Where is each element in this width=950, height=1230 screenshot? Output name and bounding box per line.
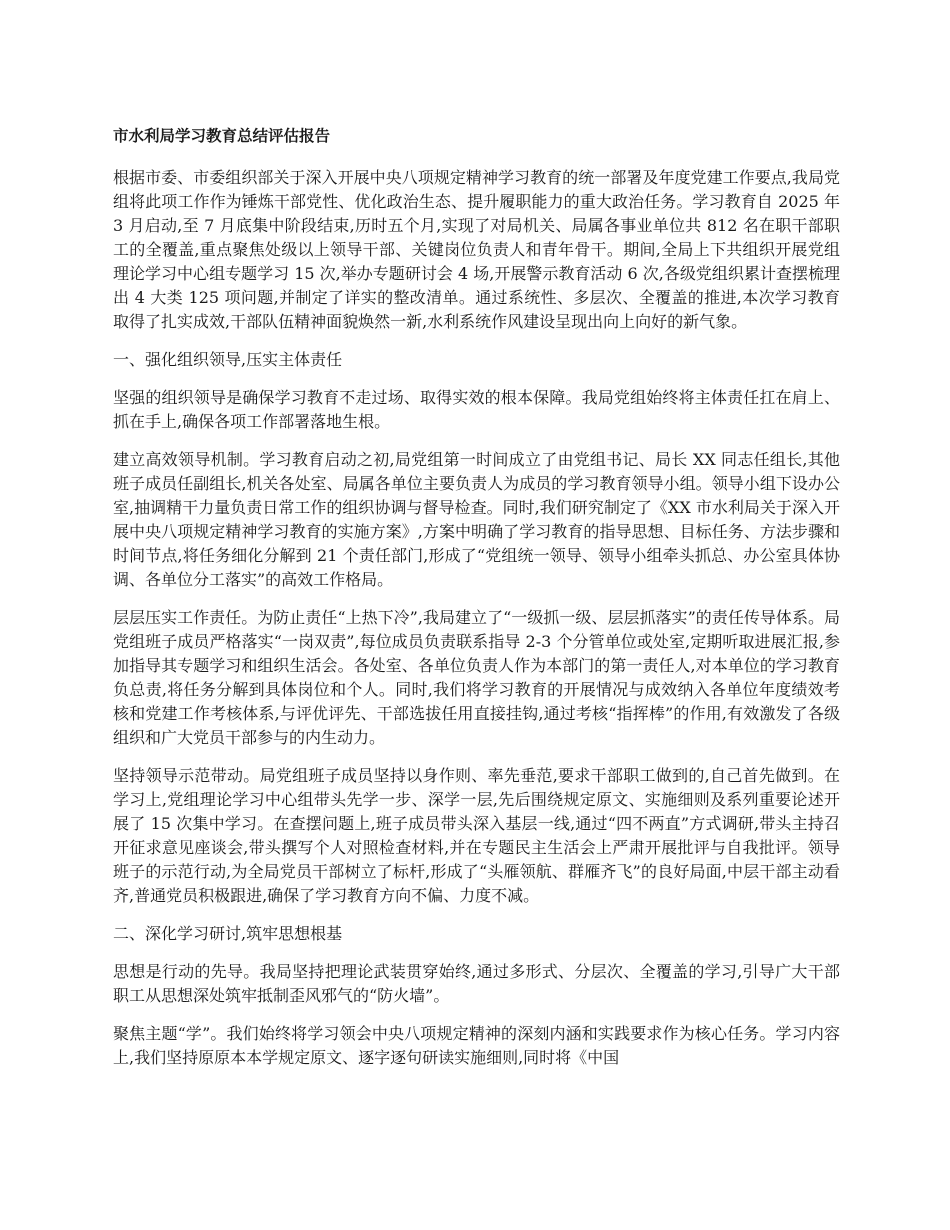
leadership-mechanism-paragraph: 建立高效领导机制。学习教育启动之初,局党组第一时间成立了由党组书记、局长 XX 同志任组长,其他班子成员任副组长,机关各处室、局属各单位主要负责人为成员的学习教育领导小组。领导小组下设办公室,抽调精干力量负责日常工作的组织协调与督导检查。同时,我们研究制定了《XX 市水利局关于深入开展中央八项规定精神学习教育的实施方案》,方案中明确了学习教育的指导思想、目标任务、方法步骤和时间节点,将任务细化分解到 21 个责任部门,形成了“党组统一领导、领导小组牵头抓总、办公室具体协调、各单位分工落实”的高效工作格局。 [113, 450, 840, 589]
section-heading-2: 二、深化学习研讨,筑牢思想根基 [113, 924, 343, 943]
document-title: 市水利局学习教育总结评估报告 [113, 127, 331, 145]
section-1-intro-paragraph: 坚强的组织领导是确保学习教育不走过场、取得实效的根本保障。我局党组始终将主体责任扛在肩上、抓在手上,确保各项工作部署落地生根。 [113, 388, 840, 431]
section-heading-1: 一、强化组织领导,压实主体责任 [113, 350, 343, 369]
responsibility-paragraph: 层层压实工作责任。为防止责任“上热下冷”,我局建立了“一级抓一级、层层抓落实”的责任传导体系。局党组班子成员严格落实“一岗双责”,每位成员负责联系指导 2-3 个分管单位或处室,定期听取进展汇报,参加指导其专题学习和组织生活会。各处室、各单位负责人作为本部门的第一责任人,对本单位的学习教育负总责,将任务分解到具体岗位和个人。同时,我们将学习教育的开展情况与成效纳入各单位年度绩效考核和党建工作考核体系,与评优评先、干部选拔任用直接挂钩,通过考核“指挥棒”的作用,有效激发了各级组织和广大党员干部参与的内生动力。 [113, 608, 840, 747]
section-2-intro-paragraph: 思想是行动的先导。我局坚持把理论武装贯穿始终,通过多形式、分层次、全覆盖的学习,引导广大干部职工从思想深处筑牢抵制歪风邪气的“防火墙”。 [113, 962, 840, 1005]
intro-paragraph: 根据市委、市委组织部关于深入开展中央八项规定精神学习教育的统一部署及年度党建工作要点,我局党组将此项工作作为锤炼干部党性、优化政治生态、提升履职能力的重大政治任务。学习教育自 2025 年 3 月启动,至 7 月底集中阶段结束,历时五个月,实现了对局机关、局属各事业单位共 812 名在职干部职工的全覆盖,重点聚焦处级以上领导干部、关键岗位负责人和青年骨干。期间,全局上下共组织开展党组理论学习中心组专题学习 15 次,举办专题研讨会 4 场,开展警示教育活动 6 次,各级党组织累计查摆梳理出 4 大类 125 项问题,并制定了详实的整改清单。通过系统性、多层次、全覆盖的推进,本次学习教育取得了扎实成效,干部队伍精神面貌焕然一新,水利系统作风建设呈现出向上向好的新气象。 [113, 168, 840, 331]
focus-study-paragraph: 聚焦主题“学”。我们始终将学习领会中央八项规定精神的深刻内涵和实践要求作为核心任务。学习内容上,我们坚持原原本本学规定原文、逐字逐句研读实施细则,同时将《中国 [113, 1024, 840, 1067]
document-page [113, 124, 840, 1084]
leadership-example-paragraph: 坚持领导示范带动。局党组班子成员坚持以身作则、率先垂范,要求干部职工做到的,自己首先做到。在学习上,党组理论学习中心组带头先学一步、深学一层,先后围绕规定原文、实施细则及系列重要论述开展了 15 次集中学习。在查摆问题上,班子成员带头深入基层一线,通过“四不两直”方式调研,带头主持召开征求意见座谈会,带头撰写个人对照检查材料,并在专题民主生活会上严肃开展批评与自我批评。领导班子的示范行动,为全局党员干部树立了标杆,形成了“头雁领航、群雁齐飞”的良好局面,中层干部主动看齐,普通党员积极跟进,确保了学习教育方向不偏、力度不减。 [113, 766, 840, 905]
